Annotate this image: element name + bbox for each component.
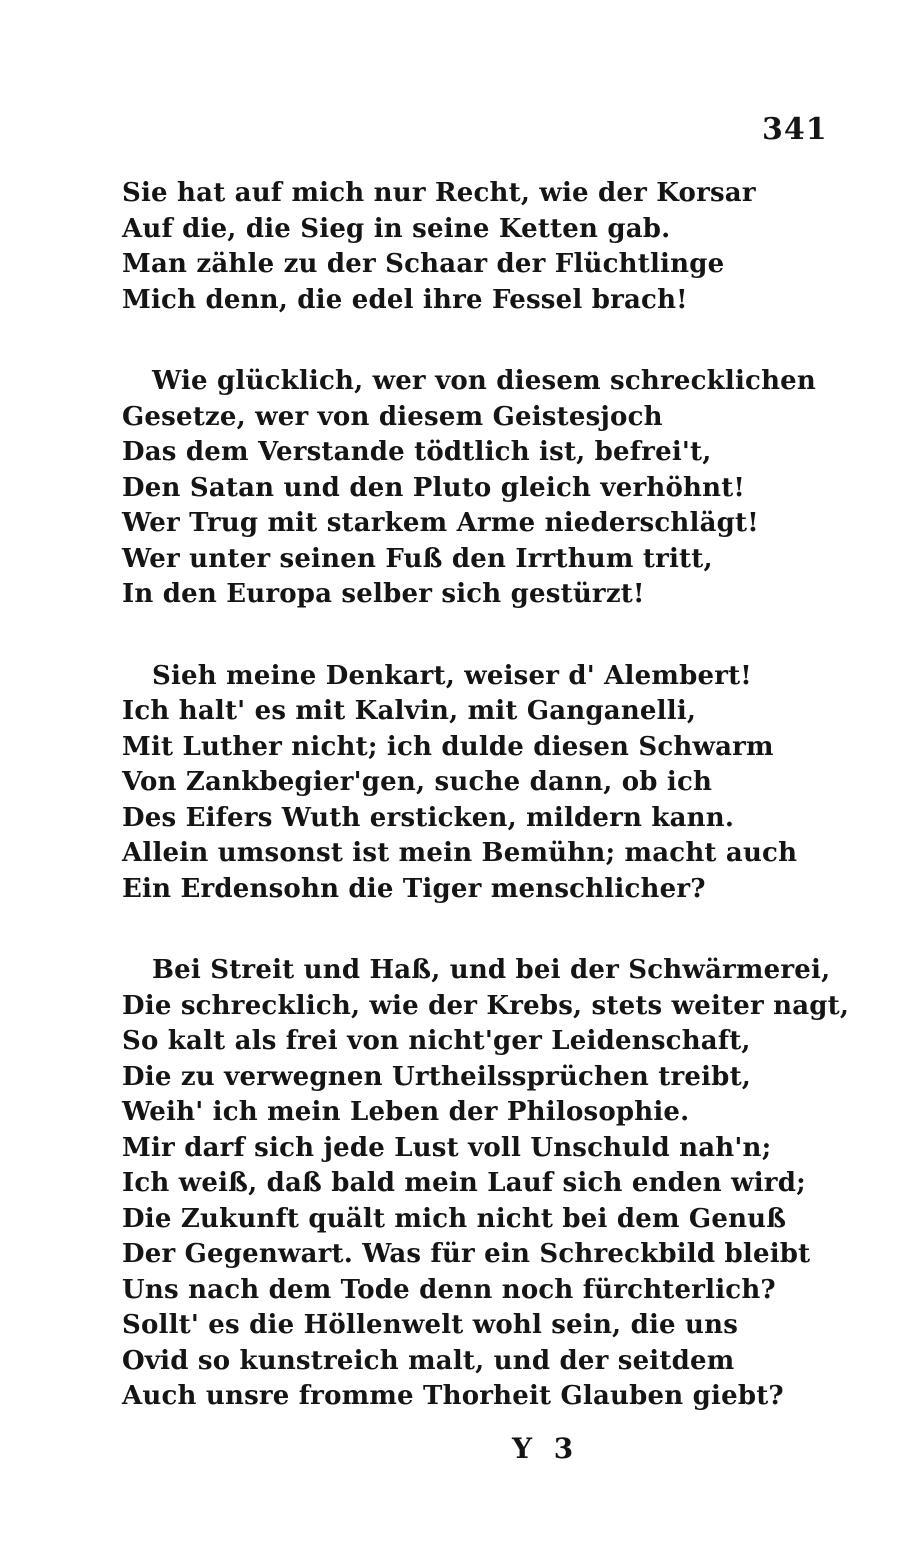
stanza-3: [122, 659, 822, 908]
poem-text: [122, 176, 850, 1461]
poem-line: Mir darf sich jede Lust voll Unschuld nah'n;: [122, 1132, 772, 1163]
stanza-2: [122, 364, 822, 613]
poem-line: Wer unter seinen Fuß den Irrthum tritt,: [122, 543, 713, 574]
poem-line: Die Zukunft quält mich nicht bei dem Genuß: [122, 1203, 787, 1234]
poem-line: Allein umsonst ist mein Bemühn; macht auch: [122, 838, 798, 868]
poem-line: Mich denn, die edel ihre Fessel brach!: [122, 284, 688, 315]
poem-line: Des Eifers Wuth ersticken, mildern kann.: [122, 802, 735, 833]
poem-line: Ein Erdensohn die Tiger menschlicher?: [122, 873, 706, 904]
poem-line: Wer Trug mit starkem Arme niederschlägt!: [122, 508, 759, 538]
page-number: 341: [762, 112, 828, 147]
poem-line: Von Zankbegier'gen, suche dann, ob ich: [122, 767, 713, 797]
poem-line: In den Europa selber sich gestürzt!: [122, 579, 645, 609]
poem-line: Bei Streit und Haß, und bei der Schwärmerei,: [152, 955, 831, 985]
poem-line: Den Satan und den Pluto gleich verhöhnt!: [122, 472, 746, 503]
poem-line: Auf die, die Sieg in seine Ketten gab.: [122, 213, 671, 244]
poem-line: Sieh meine Denkart, weiser d' Alembert!: [152, 660, 752, 691]
poem-line: Die schrecklich, wie der Krebs, stets weiter nagt,: [122, 990, 850, 1021]
poem-line: Uns nach dem Tode denn noch fürchterlich?: [122, 1274, 776, 1305]
poem-line: Der Gegenwart. Was für ein Schreckbild bleibt: [122, 1239, 811, 1269]
poem-line: Ich weiß, daß bald mein Lauf sich enden wird;: [122, 1168, 806, 1198]
signature-mark: Y 3: [512, 1432, 580, 1465]
poem-line: Wie glücklich, wer von diesem schrecklichen: [152, 366, 817, 396]
stanza-1: [122, 176, 822, 318]
poem-line: Mit Luther nicht; ich dulde diesen Schwarm: [122, 731, 774, 762]
poem-line: Ich halt' es mit Kalvin, mit Ganganelli,: [122, 696, 697, 726]
stanza-4: [122, 953, 850, 1415]
poem-line: Weih' ich mein Leben der Philosophie.: [122, 1097, 690, 1127]
poem-line: Man zähle zu der Schaar der Flüchtlinge: [122, 249, 725, 279]
poem-line: Gesetze, wer von diesem Geistesjoch: [122, 401, 663, 432]
poem-line: Das dem Verstande tödtlich ist, befrei't,: [122, 437, 712, 467]
poem-line: So kalt als frei von nicht'ger Leidenschaft,: [122, 1026, 751, 1056]
poem-line: Sie hat auf mich nur Recht, wie der Korsar: [122, 178, 756, 208]
poem-line: Ovid so kunstreich malt, und der seitdem: [122, 1345, 735, 1376]
poem-line: Sollt' es die Höllenwelt wohl sein, die uns: [122, 1310, 739, 1340]
poem-line: Die zu verwegnen Urtheilssprüchen treibt,: [122, 1061, 752, 1092]
poem-line: Auch unsre fromme Thorheit Glauben giebt?: [122, 1381, 784, 1411]
